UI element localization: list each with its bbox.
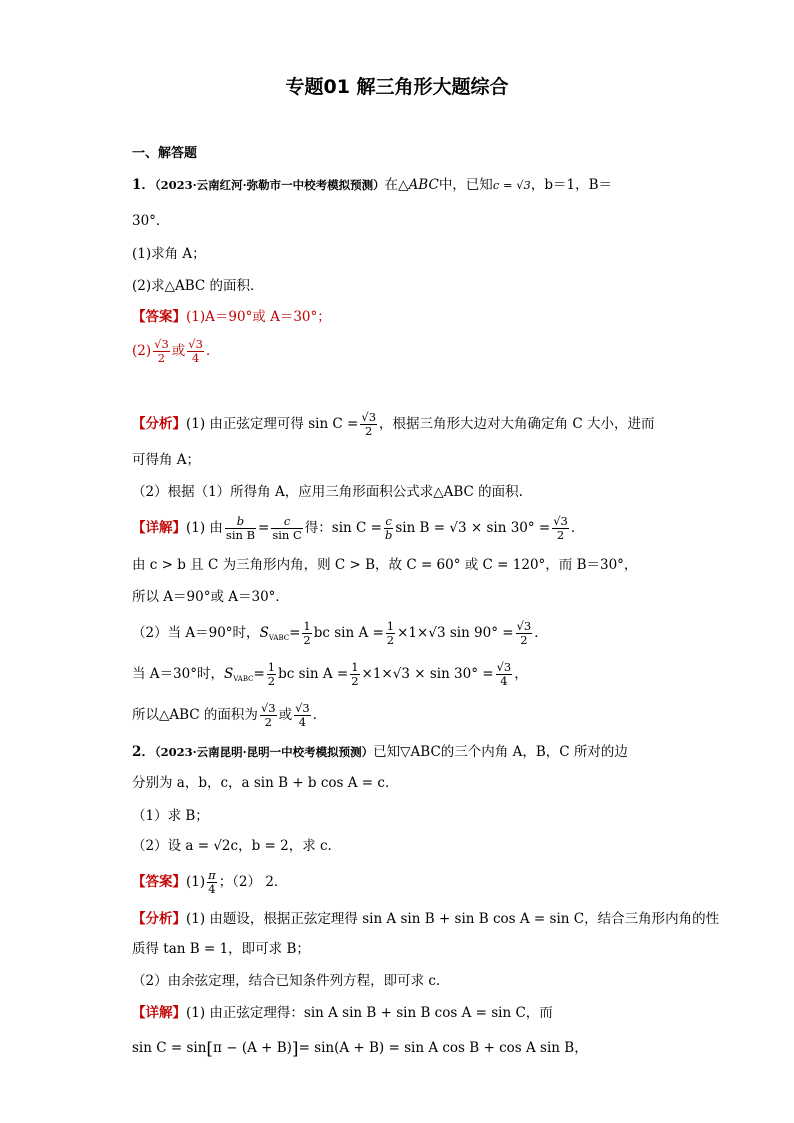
analysis-line-3: （2）由余弦定理，结合已知条件列方程，即可求 c. <box>132 973 441 989</box>
detail-line-5: 当 A＝30°时，$S_{VABC}=$ $\frac{1}{2}$ bc sin A = $\frac{1}{2}$ ×1×√3 × sin 30° = $\frac{√3}{4}$ ， <box>132 660 528 688</box>
detail-tag: 【详解】 <box>132 520 186 536</box>
analysis-line-1 <box>132 406 654 442</box>
answer-text: 或 <box>171 343 186 359</box>
detail-line-1: 【详解】(1) 由 $\frac{b}{\text{sin B}}$ = $\frac{c}{\text{sin C}}$ 得：sin C = $\frac{c}{b}$ sin B = √3 × sin 30° = $\frac{√3}{2}$ ． <box>132 514 585 542</box>
detail-text: （2）当 A＝90°时， <box>132 625 260 641</box>
analysis-tag: 【分析】 <box>132 416 186 432</box>
detail-line-2: sin C = sin[π − (A + B)]= sin(A + B) = sin A cos B + cos A sin B， <box>132 1039 588 1059</box>
fraction: $\frac{√3}{2}$ <box>361 410 377 438</box>
problem-1-stem-cont: 30°． <box>132 213 170 229</box>
analysis-text: (1) 由题设，根据正弦定理得 sin A sin B + sin B cos A = sin C，结合三角形内角的性 <box>186 911 720 927</box>
fraction: $\frac{1}{2}$ <box>386 619 395 647</box>
answer-text: ． <box>205 343 220 359</box>
question-2: （2）设 a = √2c，b = 2，求 c. <box>132 838 332 854</box>
analysis-line-1 <box>132 911 719 927</box>
triangle-name: ABC <box>408 177 439 193</box>
problem-number: 2． <box>132 744 155 760</box>
problem-1-stem <box>132 177 612 193</box>
answer-line-2 <box>132 333 219 369</box>
fraction: $\frac{\pi}{4}$ <box>208 868 216 896</box>
fraction: $\frac{c}{b}$ <box>384 514 393 542</box>
detail-line-1 <box>132 1005 553 1021</box>
detail-text: sin B = √3 × sin 30° = <box>395 520 551 536</box>
analysis-line-3: （2）根据（1）所得角 A，应用三角形面积公式求△ABC 的面积. <box>132 484 523 500</box>
question-1: （1）求 B； <box>132 808 209 824</box>
fraction: $\frac{b}{\text{sin B}}$ <box>225 514 256 542</box>
fraction: $\frac{√3}{4}$ <box>188 337 203 365</box>
problem-source: （2023·云南昆明·昆明一中校考模拟预测） <box>154 745 374 759</box>
fraction: $\frac{1}{2}$ <box>303 619 311 647</box>
detail-text: (1) 由 <box>186 520 223 536</box>
analysis-text: (1) 由正弦定理可得 sin C = <box>186 416 359 432</box>
analysis-line-2: 可得角 A； <box>132 452 201 468</box>
stem-text: ，b＝1，B＝ <box>530 177 613 193</box>
detail-text: (1) 由正弦定理得：sin A sin B + sin B cos A = sin C，而 <box>186 1005 553 1021</box>
fraction: $\frac{1}{2}$ <box>351 660 359 688</box>
detail-text: 得：sin C = <box>304 520 382 536</box>
fraction: $\frac{√3}{4}$ <box>496 660 512 688</box>
section-heading: 一、解答题 <box>132 146 198 161</box>
answer-line: 【答案】(1) $\frac{\pi}{4}$ ；（2） 2． <box>132 868 288 896</box>
detail-line-6: 所以△ABC 的面积为 $\frac{√3}{2}$ 或 $\frac{√3}{4}$ ． <box>132 701 327 729</box>
page-title: 专题01 解三角形大题综合 <box>285 76 509 98</box>
fraction: $\frac{c}{\text{sin C}}$ <box>272 514 302 542</box>
fraction: $\frac{√3}{4}$ <box>295 701 310 729</box>
fraction: $\frac{√3}{2}$ <box>154 337 169 365</box>
detail-line-4: （2）当 A＝90°时，$S_{VABC}=$ $\frac{1}{2}$ bc sin A = $\frac{1}{2}$ ×1×√3 sin 90° = $\frac{√3}{2}$ ． <box>132 619 548 647</box>
fraction: $\frac{1}{2}$ <box>267 660 276 688</box>
analysis-tag: 【分析】 <box>132 911 186 927</box>
stem-text: 中，已知 <box>438 177 493 193</box>
stem-text: 在△ <box>384 177 409 193</box>
detail-line-2: 由 c > b 且 C 为三角形内角，则 C > B，故 C = 60° 或 C = 120°，而 B＝30°， <box>132 557 638 573</box>
answer-text: (2) <box>132 343 152 359</box>
problem-number: 1． <box>132 177 155 193</box>
analysis-text: ，根据三角形大边对大角确定角 C 大小，进而 <box>379 416 655 432</box>
answer-line-1 <box>132 309 331 325</box>
stem-text: 已知▽ABC的三个内角 A，B，C 所对的边 <box>373 744 628 760</box>
problem-source: （2023·云南红河·弥勒市一中校考模拟预测） <box>154 178 385 192</box>
detail-line-3: 所以 A＝90°或 A＝30°． <box>132 589 289 605</box>
fraction: $\frac{√3}{2}$ <box>260 701 276 729</box>
analysis-line-2: 质得 tan B = 1，即可求 B； <box>132 941 310 957</box>
problem-2-stem <box>132 744 628 760</box>
problem-2-stem-cont: 分别为 a，b，c，a sin B + b cos A = c． <box>132 775 399 791</box>
fraction: $\frac{√3}{2}$ <box>516 619 532 647</box>
answer-tag: 【答案】 <box>132 309 186 325</box>
question-2: (2)求△ABC 的面积． <box>132 278 264 294</box>
detail-tag: 【详解】 <box>132 1005 186 1021</box>
question-1: (1)求角 A； <box>132 246 206 262</box>
answer-tag: 【答案】 <box>132 874 186 890</box>
answer-text: (1)A＝90°或 A＝30°； <box>186 309 331 325</box>
detail-text: 所以△ABC 的面积为 <box>132 707 258 723</box>
condition-c: c = √3 <box>492 178 531 192</box>
fraction: $\frac{√3}{2}$ <box>553 514 568 542</box>
detail-text: 当 A＝30°时， <box>132 666 224 682</box>
